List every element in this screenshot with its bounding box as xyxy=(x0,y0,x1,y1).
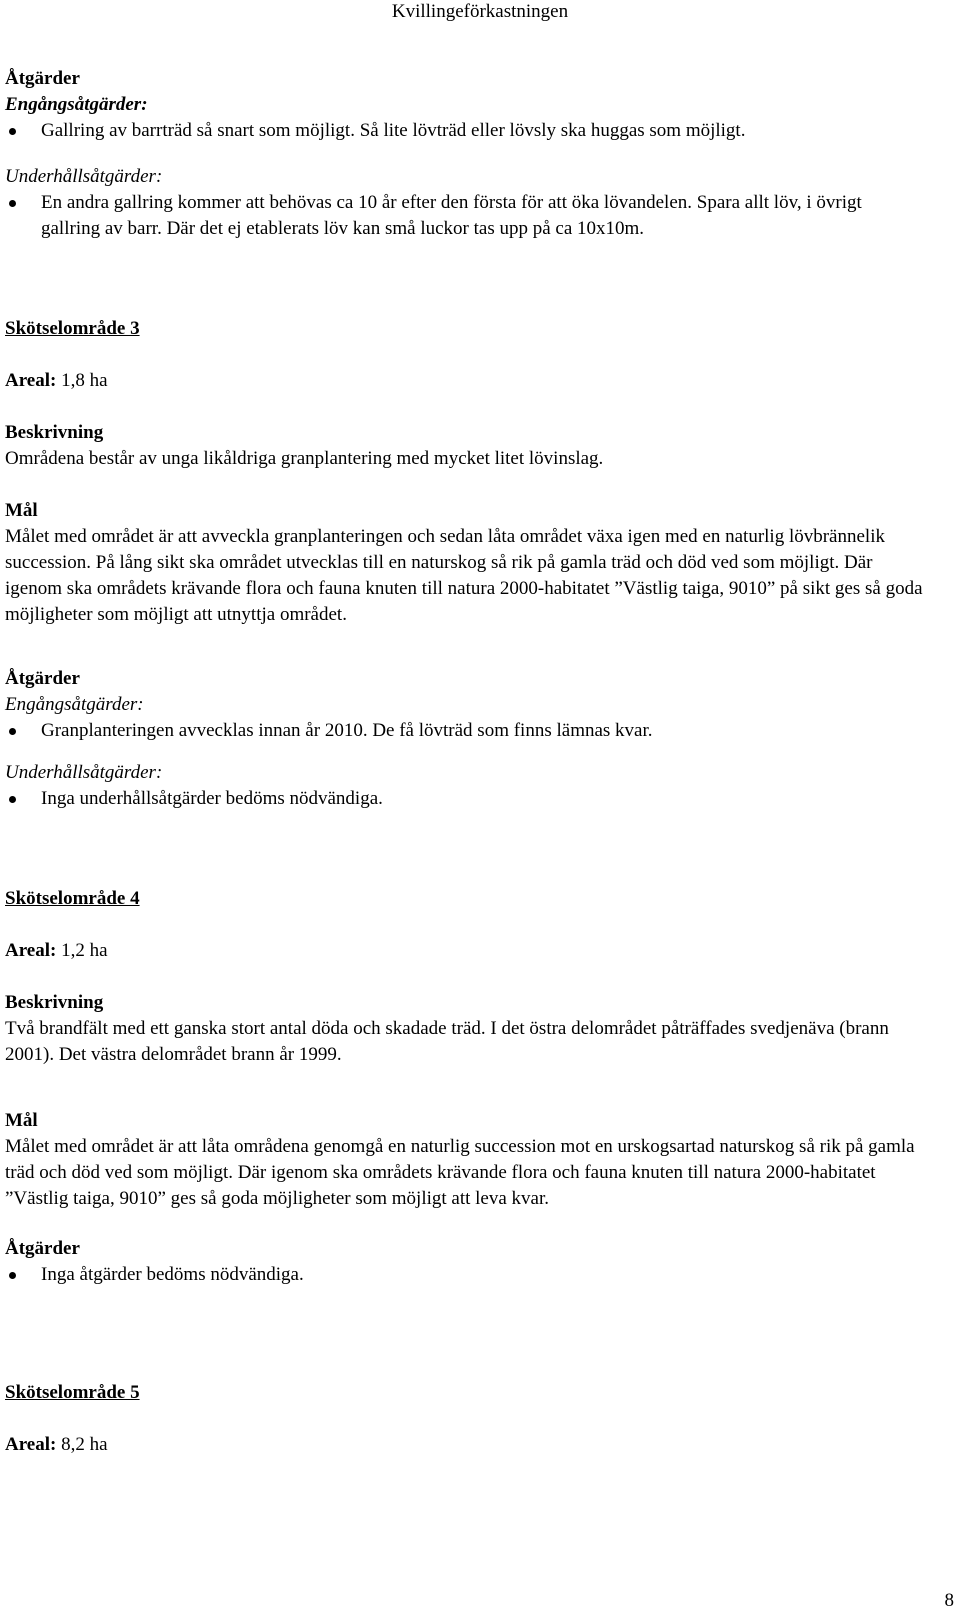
area-value: 1,8 ha xyxy=(61,370,108,391)
actions-heading: Åtgärder xyxy=(5,668,80,689)
description-heading: Beskrivning xyxy=(5,422,104,443)
area-label: Areal: xyxy=(5,940,57,961)
area-label: Areal: xyxy=(5,370,57,391)
description-text: Områdena består av unga likåldriga granplantering med mycket litet lövinslag. xyxy=(5,448,604,469)
section-5 xyxy=(5,1380,925,1458)
list-item xyxy=(5,190,925,242)
maintenance-actions-label: Underhållsåtgärder: xyxy=(5,166,163,187)
area-line xyxy=(5,1432,925,1458)
list-item xyxy=(5,786,925,812)
maintenance-actions-label: Underhållsåtgärder: xyxy=(5,762,163,783)
list-item xyxy=(5,718,925,744)
section-3 xyxy=(5,316,925,812)
section-title: Skötselområde 3 xyxy=(5,318,140,339)
initial-actions-label: Engångsåtgärder: xyxy=(5,694,144,715)
list-item-text: Granplanteringen avvecklas innan år 2010. De få lövträd som finns lämnas kvar. xyxy=(41,720,653,741)
section-4 xyxy=(5,886,925,1288)
goal-text: Målet med området är att låta områdena genomgå en naturlig succession mot en urskogsartad naturskog så rik på gamla träd och död ved som möjligt. Där igenom ska områdets krävande flora och fauna knuten till natura 2000-habitatet ”Västlig taiga, 9010” ges så goda möjligheter som möjligt att leva kvar. xyxy=(5,1136,915,1209)
section-2-actions xyxy=(5,66,925,242)
list-item xyxy=(5,1262,925,1288)
goal-heading: Mål xyxy=(5,1110,38,1131)
area-value: 8,2 ha xyxy=(61,1434,108,1455)
list-item-text: Inga åtgärder bedöms nödvändiga. xyxy=(41,1264,304,1285)
initial-actions-label: Engångsåtgärder: xyxy=(5,94,148,115)
area-line xyxy=(5,368,925,394)
goal-heading: Mål xyxy=(5,500,38,521)
area-label: Areal: xyxy=(5,1434,57,1455)
description-heading: Beskrivning xyxy=(5,992,104,1013)
goal-text: Målet med området är att avveckla granplanteringen och sedan låta området växa igen med en naturlig lövbrännelik succession. På lång sikt ska området utvecklas till en naturskog så rik på gamla träd och död ved som möjligt. Där igenom ska områdets krävande flora och fauna knuten till natura 2000-habitatet ”Västlig taiga, 9010” på sikt ges så goda möjligheter som möjligt att utnyttja området. xyxy=(5,526,923,625)
actions-heading: Åtgärder xyxy=(5,1238,80,1259)
list-item-text: Gallring av barrträd så snart som möjligt. Så lite lövträd eller lövsly ska huggas som möjligt. xyxy=(41,120,746,141)
running-header: Kvillingeförkastningen xyxy=(391,1,569,22)
description-text: Två brandfält med ett ganska stort antal döda och skadade träd. I det östra delområdet påträffades svedjenäva (brann 2001). Det västra delområdet brann år 1999. xyxy=(5,1018,889,1065)
section-title: Skötselområde 5 xyxy=(5,1382,140,1403)
actions-heading: Åtgärder xyxy=(5,68,80,89)
section-title: Skötselområde 4 xyxy=(5,888,140,909)
area-line xyxy=(5,938,925,964)
list-item xyxy=(5,118,925,144)
area-value: 1,2 ha xyxy=(61,940,108,961)
list-item-text: En andra gallring kommer att behövas ca 10 år efter den första för att öka lövandelen. Spara allt löv, i övrigt gallring av barr. Där det ej etablerats löv kan små luckor tas upp på ca 10x10m. xyxy=(41,192,862,239)
list-item-text: Inga underhållsåtgärder bedöms nödvändiga. xyxy=(41,788,383,809)
page-number: 8 xyxy=(944,1590,954,1611)
